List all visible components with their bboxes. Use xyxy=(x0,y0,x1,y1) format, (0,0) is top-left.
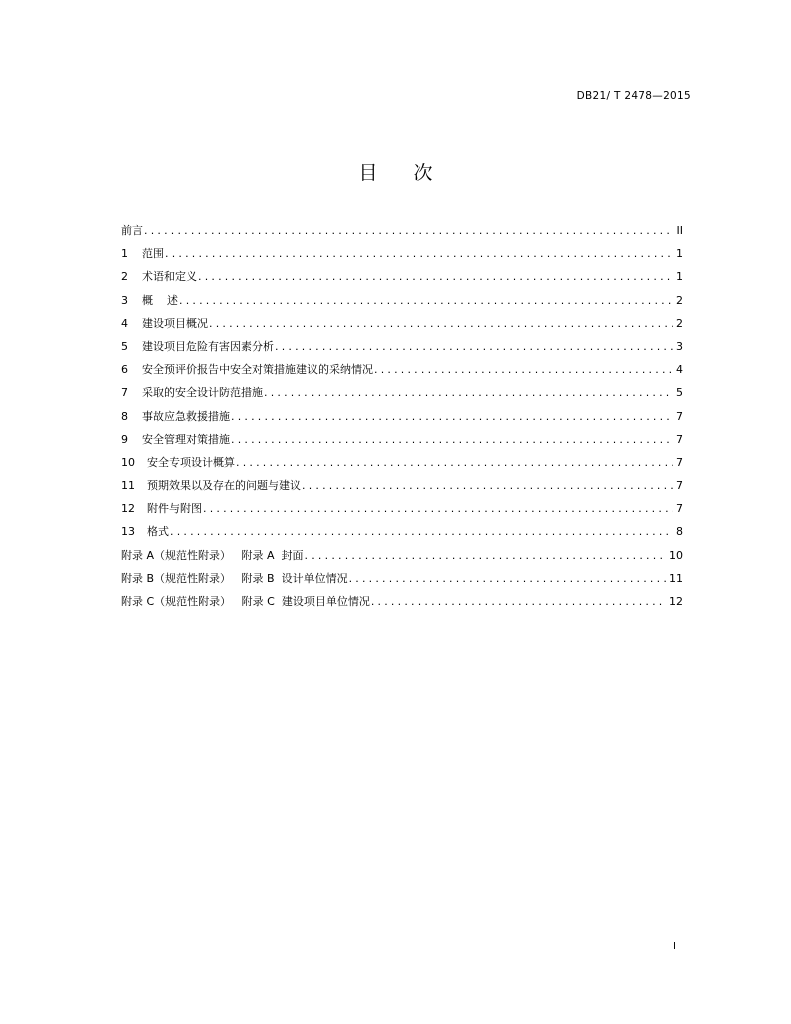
toc-entry-appendix-c[interactable] xyxy=(121,590,683,613)
toc-entry-label: 前言 xyxy=(121,224,143,237)
toc-entry-label: 采取的安全设计防范措施 xyxy=(142,386,263,400)
toc-dot-leader xyxy=(275,335,673,358)
toc-dot-leader xyxy=(165,242,673,265)
toc-entry-label: 术语和定义 xyxy=(142,270,197,284)
toc-entry-page: 7 xyxy=(676,479,683,493)
toc-entry-9[interactable] xyxy=(121,428,683,451)
toc-entry-page: 1 xyxy=(676,270,683,284)
toc-entry-page: 2 xyxy=(676,316,683,330)
toc-entry-label: 格式 xyxy=(147,525,169,539)
toc-entry-page: 7 xyxy=(676,455,683,469)
toc-entry-page: 7 xyxy=(676,502,683,516)
toc-entry-page: 7 xyxy=(676,432,683,446)
toc-dot-leader xyxy=(203,497,673,520)
toc-entry-label: 附录 C（规范性附录） 附录 C 建设项目单位情况 xyxy=(121,595,370,608)
toc-entry-label: 建设项目概况 xyxy=(142,316,208,330)
toc-entry-number: 7 xyxy=(121,386,128,400)
toc-entry-number: 8 xyxy=(121,409,128,423)
toc-entry-number: 12 xyxy=(121,502,135,516)
page-title-char-1: 目 xyxy=(358,162,378,184)
toc-entry-number: 6 xyxy=(121,363,128,377)
toc-entry-label: 概 述 xyxy=(142,293,178,307)
toc-dot-leader xyxy=(264,381,673,404)
toc-entry-page: 1 xyxy=(676,247,683,261)
toc-entry-page: 11 xyxy=(669,571,683,585)
toc-entry-page: 2 xyxy=(676,293,683,307)
toc-dot-leader xyxy=(374,358,673,381)
toc-entry-number: 9 xyxy=(121,432,128,446)
toc-entry-appendix-a[interactable] xyxy=(121,544,683,567)
toc-entry-page: 12 xyxy=(669,595,683,608)
toc-entry-13[interactable] xyxy=(121,520,683,543)
toc-entry-3[interactable] xyxy=(121,289,683,312)
toc-entry-number: 10 xyxy=(121,455,135,469)
toc-entry-number: 5 xyxy=(121,339,128,353)
toc-entry-number: 4 xyxy=(121,316,128,330)
toc-entry-number: 11 xyxy=(121,479,135,493)
toc-entry-page: 4 xyxy=(676,363,683,377)
toc-entry-page: 3 xyxy=(676,339,683,353)
toc-entry-number: 3 xyxy=(121,293,128,307)
toc-dot-leader xyxy=(236,451,673,474)
toc-entry-page: II xyxy=(676,224,683,237)
toc-entry-page: 5 xyxy=(676,386,683,400)
toc-dot-leader xyxy=(231,405,673,428)
toc-entry-label: 附件与附图 xyxy=(147,502,202,516)
toc-dot-leader xyxy=(371,590,666,613)
toc-entry-number: 13 xyxy=(121,525,135,539)
toc-entry-label: 事故应急救援措施 xyxy=(142,409,230,423)
toc-entry-8[interactable] xyxy=(121,405,683,428)
toc-dot-leader xyxy=(144,219,674,242)
page-title-char-2: 次 xyxy=(413,162,433,184)
toc-entry-number: 2 xyxy=(121,270,128,284)
toc-entry-label: 预期效果以及存在的问题与建议 xyxy=(147,479,301,493)
toc-entry-label: 附录 A（规范性附录） 附录 A 封面 xyxy=(121,548,304,562)
toc-entry-label: 安全管理对策措施 xyxy=(142,432,230,446)
toc-entry-5[interactable] xyxy=(121,335,683,358)
toc-entry-2[interactable] xyxy=(121,265,683,288)
toc-entry-7[interactable] xyxy=(121,381,683,404)
toc-dot-leader xyxy=(231,428,673,451)
toc-entry-6[interactable] xyxy=(121,358,683,381)
toc-entry-label: 范围 xyxy=(142,247,164,261)
toc-entry-10[interactable] xyxy=(121,451,683,474)
table-of-contents xyxy=(121,219,683,613)
toc-entry-4[interactable] xyxy=(121,312,683,335)
document-code: DB21/ T 2478—2015 xyxy=(576,90,691,102)
toc-entry-page: 8 xyxy=(676,525,683,539)
toc-dot-leader xyxy=(349,567,666,590)
toc-dot-leader xyxy=(179,289,673,312)
toc-entry-11[interactable] xyxy=(121,474,683,497)
toc-entry-label: 安全专项设计概算 xyxy=(147,455,235,469)
toc-dot-leader xyxy=(198,265,673,288)
toc-entry-label: 建设项目危险有害因素分析 xyxy=(142,339,274,353)
toc-dot-leader xyxy=(305,544,666,567)
toc-dot-leader xyxy=(209,312,673,335)
toc-entry-label: 附录 B（规范性附录） 附录 B 设计单位情况 xyxy=(121,571,348,585)
toc-entry-label: 安全预评价报告中安全对策措施建议的采纳情况 xyxy=(142,363,373,377)
toc-entry-page: 10 xyxy=(669,548,683,562)
toc-entry-1[interactable] xyxy=(121,242,683,265)
toc-dot-leader xyxy=(170,520,673,543)
toc-entry-page: 7 xyxy=(676,409,683,423)
toc-dot-leader xyxy=(302,474,673,497)
page-number: I xyxy=(673,941,676,952)
toc-entry-12[interactable] xyxy=(121,497,683,520)
toc-entry-foreword[interactable] xyxy=(121,219,683,242)
toc-entry-number: 1 xyxy=(121,247,128,261)
toc-entry-appendix-b[interactable] xyxy=(121,567,683,590)
page-title xyxy=(0,158,791,185)
